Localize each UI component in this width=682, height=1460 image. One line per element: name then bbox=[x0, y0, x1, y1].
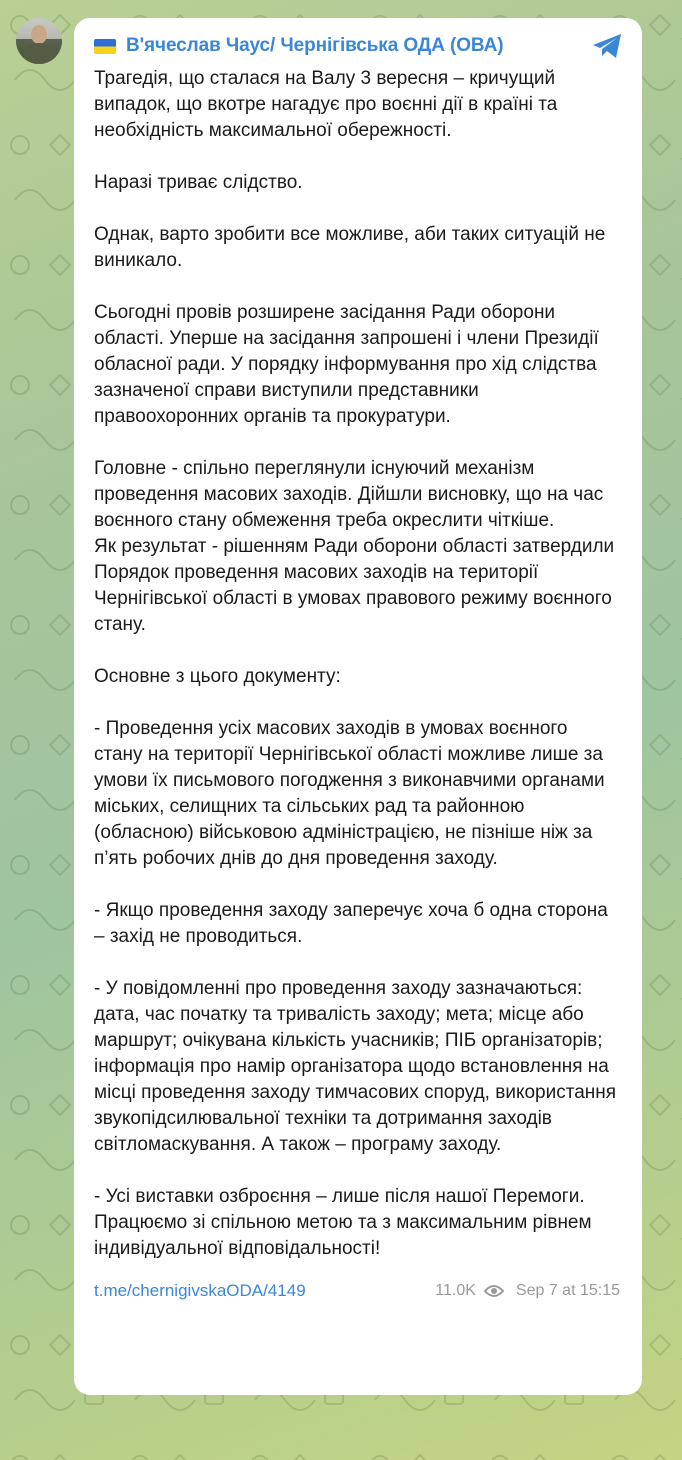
message-text bbox=[94, 66, 620, 1262]
paragraph: - У повідомленні про проведення заходу зазначаються: дата, час початку та тривалість заходу; мета; місце або маршрут; очікувана кількість учасників; ПІБ організаторів; інформація про намір організатора щодо встановлення на місці проведення заходу тимчасових споруд, використання звукопідсилювальної техніки та дотримання заходів світломаскування. А також – програму заходу. bbox=[94, 978, 617, 1155]
message-card bbox=[74, 18, 642, 1395]
paragraph: Однак, варто зробити все можливе, аби таких ситуацій не виникало. bbox=[94, 224, 606, 271]
paragraph: Головне - спільно переглянули існуючий механізм проведення масових заходів. Дійшли висновку, що на час воєнного стану обмеження треба окреслити чіткіше. bbox=[94, 458, 604, 531]
channel-name[interactable]: В'ячеслав Чаус/ Чернігівська ОДА (ОВА) bbox=[126, 35, 504, 56]
message-footer bbox=[94, 1276, 620, 1306]
paragraph: Основне з цього документу: bbox=[94, 666, 341, 687]
message-header bbox=[94, 32, 620, 60]
post-link[interactable]: t.me/chernigivskaODA/4149 bbox=[94, 1281, 306, 1300]
channel-avatar[interactable] bbox=[16, 18, 62, 64]
paragraph: Сьогодні провів розширене засідання Ради оборони області. Уперше на засідання запрошені і члени Президії обласної ради. У порядку інформування про хід слідства зазначеної справи виступили представники правоохоронних органів та прокуратури. bbox=[94, 302, 599, 427]
paragraph: - Усі виставки озброєння – лише після нашої Перемоги. Працюємо зі спільною метою та з максимальним рівнем індивідуальної відповідальності! bbox=[94, 1186, 592, 1259]
avatar-body bbox=[22, 43, 56, 64]
telegram-share-icon[interactable] bbox=[590, 31, 624, 61]
paragraph: - Проведення усіх масових заходів в умовах воєнного стану на території Чернігівської області можливе лише за умови їх письмового погодження з виконавчими органами міських, селищних та сільських рад та районною (обласною) військовою адміністрацією, не пізніше ніж за п’ять робочих днів до дня проведення заходу. bbox=[94, 718, 605, 869]
avatar-head bbox=[31, 25, 47, 44]
timestamp: Sep 7 at 15:15 bbox=[515, 1282, 620, 1299]
paragraph: - Якщо проведення заходу заперечує хоча б одна сторона – захід не проводиться. bbox=[94, 900, 608, 947]
ukraine-flag-icon bbox=[94, 39, 116, 54]
paragraph: Як результат - рішенням Ради оборони області затвердили Порядок проведення масових заходів на території Чернігівської області в умовах правового режиму воєнного стану. bbox=[94, 536, 615, 635]
message-meta bbox=[435, 1282, 620, 1300]
paragraph: Наразі триває слідство. bbox=[94, 172, 303, 193]
eye-icon bbox=[484, 1284, 504, 1298]
paragraph: Трагедія, що сталася на Валу 3 вересня – кричущий випадок, що вкотре нагадує про воєнні дії в країні та необхідність максимальної обережності. bbox=[94, 68, 558, 141]
view-count: 11.0K bbox=[435, 1282, 476, 1299]
